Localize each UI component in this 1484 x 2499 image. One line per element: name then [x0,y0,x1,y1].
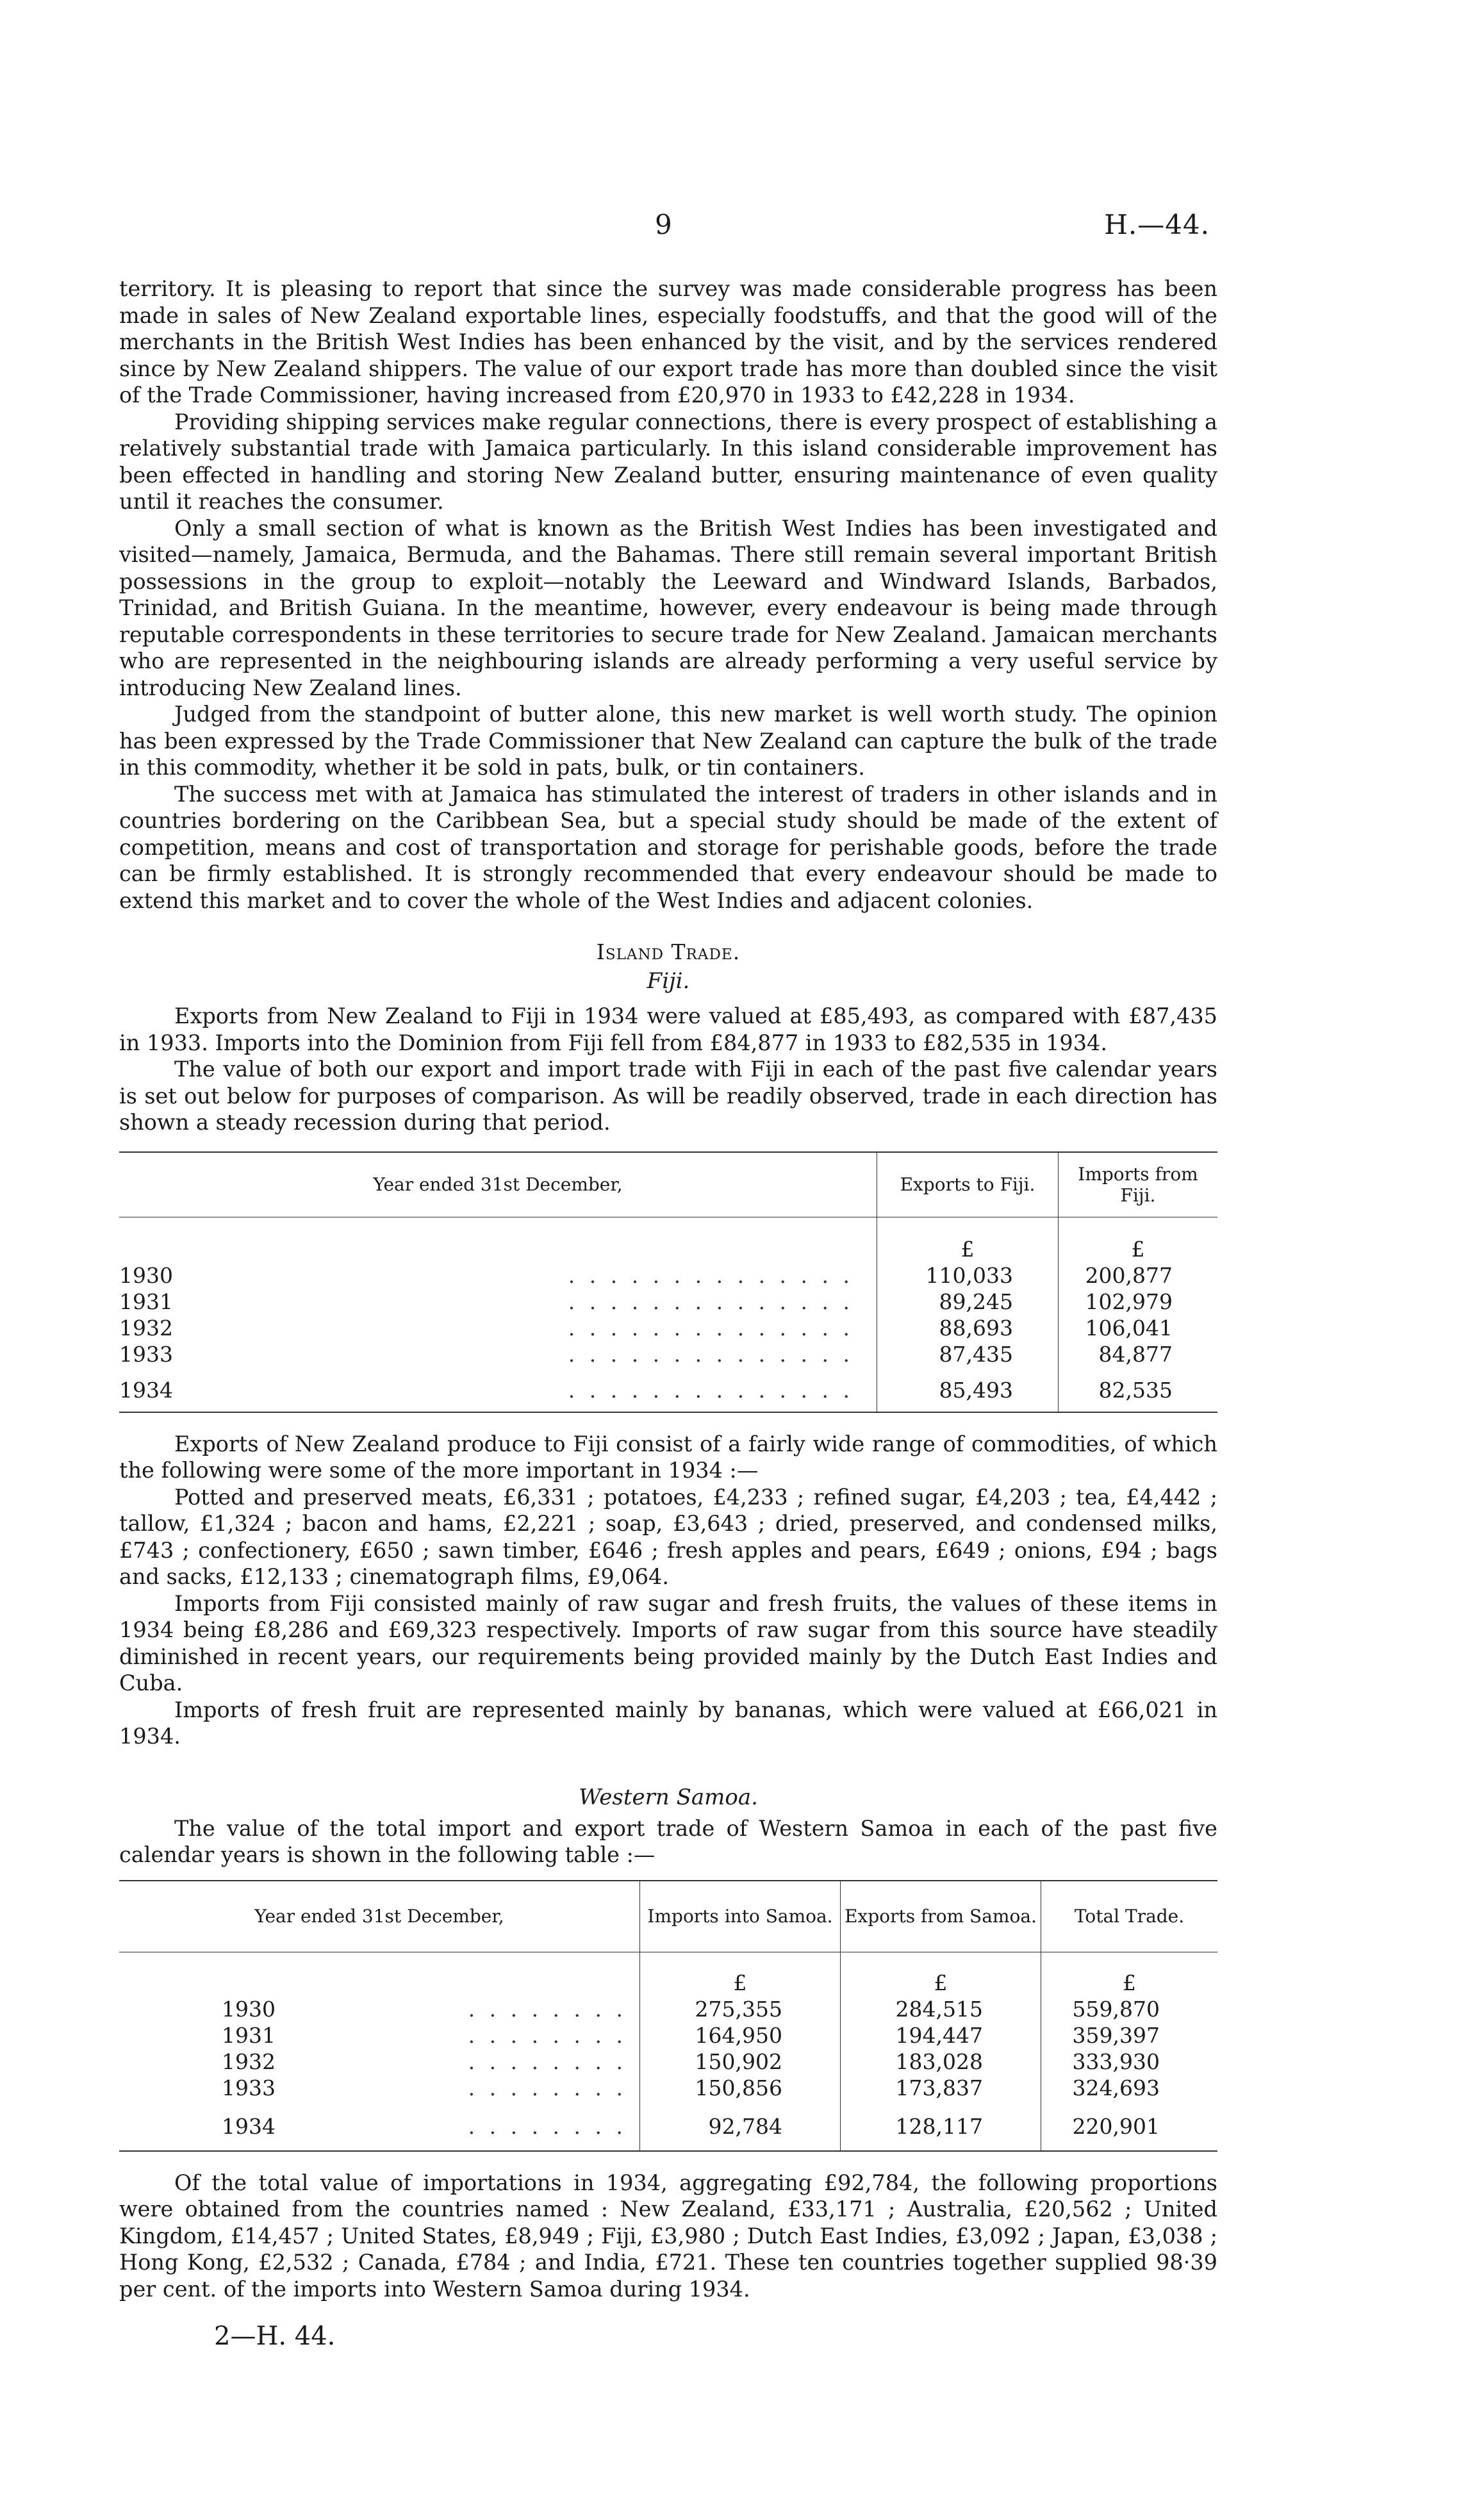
leader-dots: . . . . . . . . [468,2075,627,2100]
table-row [119,1314,1217,1340]
column-header-year: Year ended 31st December, [119,1152,877,1217]
table-row [119,2074,1217,2100]
leader-dots: . . . . . . . . . . . . . . [568,1289,853,1314]
cell-total: 333,930 [1041,2048,1218,2074]
currency-unit: £ [1041,1969,1218,1995]
row-year: 1933 [222,2075,276,2100]
fiji-paragraph: Potted and preserved meats, £6,331 ; potatoes, £4,233 ; refined sugar, £4,203 ; tea, £4,442 ; tallow, £1,324 ; bacon and hams, £2,221 ; soap, £3,643 ; dried, preserved, and condensed milks, £743 ; confectionery, £650 ; sawn timber, £646 ; fresh apples and pears, £649 ; onions, £94 ; bags and sacks, £12,133 ; cinematograph films, £9,064. [119,1484,1217,1589]
cell-total: 359,397 [1041,2022,1218,2048]
leader-dots: . . . . . . . . . . . . . . [568,1315,853,1340]
fiji-trade-table [119,1151,1217,1413]
currency-unit: £ [877,1235,1059,1262]
row-year: 1932 [222,2049,276,2074]
table-row [119,1995,1217,2022]
samoa-trade-table [119,1880,1217,2152]
document-reference: H.—44. [1104,209,1210,240]
page-number: 9 [655,209,672,240]
column-header-exports: Exports to Fiji. [877,1152,1059,1217]
page-body [119,276,1217,2351]
table-row [119,1367,1217,1412]
cell-exports: 173,837 [841,2074,1041,2100]
subheading-fiji: Fiji. [647,968,690,994]
fiji-paragraph: The value of both our export and import trade with Fiji in each of the past five calendar years is set out below for purposes of comparison. As will be readily observed, trade in each direction has shown a steady recession during that period. [119,1057,1217,1135]
cell-imports: 150,902 [640,2048,841,2074]
cell-total: 559,870 [1041,1995,1218,2022]
row-year: 1931 [119,1289,173,1314]
fiji-paragraph: Imports from Fiji consisted mainly of raw sugar and fresh fruits, the values of these items in 1934 being £8,286 and £69,323 respectively. Imports of raw sugar from this source have steadily diminished in recent years, our requirements being provided mainly by the Dutch East Indies and Cuba. [119,1590,1217,1695]
table-row [119,1340,1217,1367]
fiji-paragraph: Exports from New Zealand to Fiji in 1934 were valued at £85,493, as compared with £87,435 in 1933. Imports into the Dominion from Fiji fell from £84,877 in 1933 to £82,535 in 1934. [119,1003,1217,1055]
cell-exports: 89,245 [877,1288,1059,1314]
intro-paragraph: Providing shipping services make regular connections, there is every prospect of establishing a relatively substantial trade with Jamaica particularly. In this island considerable improvement has been effected in handling and storing New Zealand butter, ensuring maintenance of even quality until it reaches the consumer. [119,409,1217,514]
leader-dots: . . . . . . . . . . . . . . [568,1262,853,1288]
cell-imports: 150,856 [640,2074,841,2100]
column-header-exports: Exports from Samoa. [841,1881,1041,1952]
intro-paragraph: The success met with at Jamaica has stimulated the interest of traders in other islands and in countries bordering on the Caribbean Sea, but a special study should be made of the extent of competition, means and cost of transportation and storage for perishable goods, before the trade can be firmly established. It is strongly recommended that every endeavour should be made to extend this market and to cover the whole of the West Indies and adjacent colonies. [119,781,1217,913]
column-header-total: Total Trade. [1041,1881,1218,1952]
subheading-western-samoa: Western Samoa. [579,1784,758,1810]
cell-total: 324,693 [1041,2074,1218,2100]
leader-dots: . . . . . . . . [468,1996,627,2022]
table-row [119,1288,1217,1314]
fiji-paragraph: Exports of New Zealand produce to Fiji consist of a fairly wide range of commodities, of which the following were some of the more important in 1934 :— [119,1431,1217,1483]
cell-imports: 200,877 [1059,1262,1218,1288]
leader-dots: . . . . . . . . [468,2113,627,2139]
currency-unit: £ [640,1969,841,1995]
row-year: 1932 [119,1315,173,1340]
leader-dots: . . . . . . . . [468,2049,627,2074]
leader-dots: . . . . . . . . [468,2022,627,2048]
row-year: 1934 [222,2113,276,2139]
column-header-imports: Imports from Fiji. [1059,1152,1218,1217]
cell-imports: 102,979 [1059,1288,1218,1314]
intro-paragraph: Judged from the standpoint of butter alone, this new market is well worth study. The opinion has been expressed by the Trade Commissioner that New Zealand can capture the bulk of the trade in this commodity, whether it be sold in pats, bulk, or tin containers. [119,702,1217,780]
intro-paragraph: Only a small section of what is known as the British West Indies has been investigated and visited—namely, Jamaica, Bermuda, and the Bahamas. There still remain several important British possessions in the group to exploit—notably the Leeward and Windward Islands, Barbados, Trinidad, and British Guiana. In the meantime, however, every endeavour is being made through reputable correspondents in these territories to secure trade for New Zealand. Jamaican merchants who are represented in the neighbouring islands are already performing a very useful service by introducing New Zealand lines. [119,515,1217,700]
intro-paragraph: territory. It is pleasing to report that since the survey was made considerable progress has been made in sales of New Zealand exportable lines, especially foodstuffs, and that the good will of the merchants in the British West Indies has been enhanced by the visit, and by the services rendered since by New Zealand shippers. The value of our export trade has more than doubled since the visit of the Trade Commissioner, having increased from £20,970 in 1933 to £42,228 in 1934. [119,276,1217,408]
cell-total: 220,901 [1041,2100,1218,2151]
page-header [0,209,1484,247]
cell-imports: 84,877 [1059,1340,1218,1367]
table-row [119,2100,1217,2151]
row-year: 1934 [119,1377,173,1403]
cell-exports: 128,117 [841,2100,1041,2151]
cell-exports: 87,435 [877,1340,1059,1367]
column-header-year: Year ended 31st December, [119,1881,640,1952]
row-year: 1930 [119,1262,173,1288]
cell-exports: 194,447 [841,2022,1041,2048]
leader-dots: . . . . . . . . . . . . . . [568,1341,853,1367]
cell-imports: 275,355 [640,1995,841,2022]
cell-imports: 164,950 [640,2022,841,2048]
leader-dots: . . . . . . . . . . . . . . [568,1377,853,1403]
samoa-paragraph: The value of the total import and export trade of Western Samoa in each of the past five calendar years is shown in the following table :— [119,1815,1217,1867]
currency-unit: £ [841,1969,1041,1995]
row-year: 1933 [119,1341,173,1367]
cell-exports: 88,693 [877,1314,1059,1340]
column-header-imports: Imports into Samoa. [640,1881,841,1952]
samoa-paragraph: Of the total value of importations in 1934, aggregating £92,784, the following proportions were obtained from the countries named : New Zealand, £33,171 ; Australia, £20,562 ; United Kingdom, £14,457 ; United States, £8,949 ; Fiji, £3,980 ; Dutch East Indies, £3,092 ; Japan, £3,038 ; Hong Kong, £2,532 ; Canada, £784 ; and India, £721. These ten countries together supplied 98·39 per cent. of the imports into Western Samoa during 1934. [119,2170,1217,2302]
cell-exports: 110,033 [877,1262,1059,1288]
row-year: 1930 [222,1996,276,2022]
table-row [119,2022,1217,2048]
cell-imports: 92,784 [640,2100,841,2151]
table-row [119,2048,1217,2074]
row-year: 1931 [222,2022,276,2048]
cell-imports: 82,535 [1059,1367,1218,1412]
fiji-paragraph: Imports of fresh fruit are represented mainly by bananas, which were valued at £66,021 in 1934. [119,1697,1217,1749]
currency-unit: £ [1059,1235,1218,1262]
table-row [119,1262,1217,1288]
cell-exports: 85,493 [877,1367,1059,1412]
section-heading-island-trade: Island Trade. [596,939,741,964]
cell-exports: 284,515 [841,1995,1041,2022]
page-signature: 2—H. 44. [214,2322,336,2351]
cell-imports: 106,041 [1059,1314,1218,1340]
cell-exports: 183,028 [841,2048,1041,2074]
